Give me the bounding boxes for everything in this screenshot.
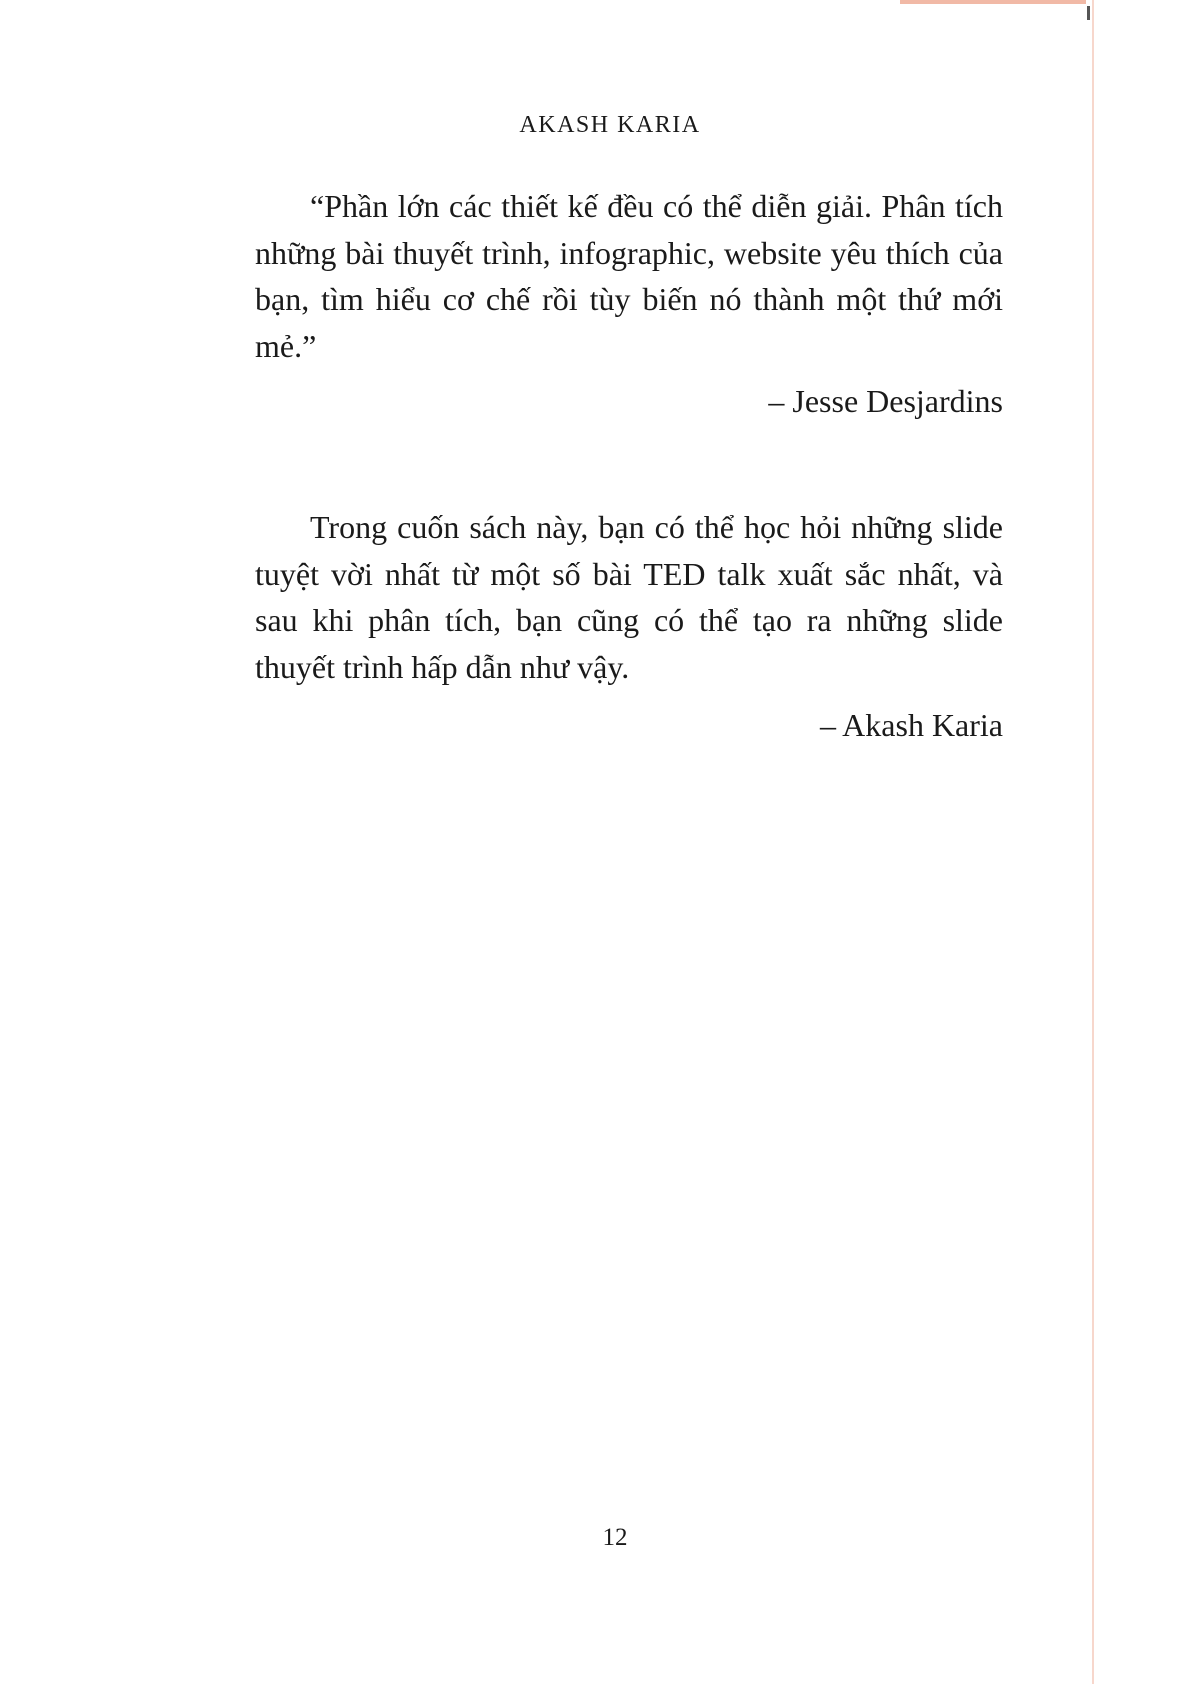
intro-paragraph: Trong cuốn sách này, bạn có thể học hỏi những slide tuyệt vời nhất từ một số bài TED talk xuất sắc nhất, và sau khi phân tích, bạn cũng có thể tạo ra những slide thuyết trình hấp dẫn như vậy. [255, 509, 1003, 685]
quote-attribution: – Jesse Desjardins [768, 383, 1003, 419]
intro-attribution: – Akash Karia [819, 707, 1003, 743]
running-head: AKASH KARIA [519, 112, 701, 138]
page-number: 12 [602, 1524, 628, 1551]
page-edge-mark [900, 0, 1086, 4]
page-edge-shadow [1092, 0, 1094, 1684]
quote-text: “Phần lớn các thiết kế đều có thể diễn giải. Phân tích những bài thuyết trình, infographic, website yêu thích của bạn, tìm hiểu cơ chế rồi tùy biến nó thành một thứ mới mẻ.” [255, 188, 1003, 364]
page-edge-tick [1087, 6, 1090, 20]
